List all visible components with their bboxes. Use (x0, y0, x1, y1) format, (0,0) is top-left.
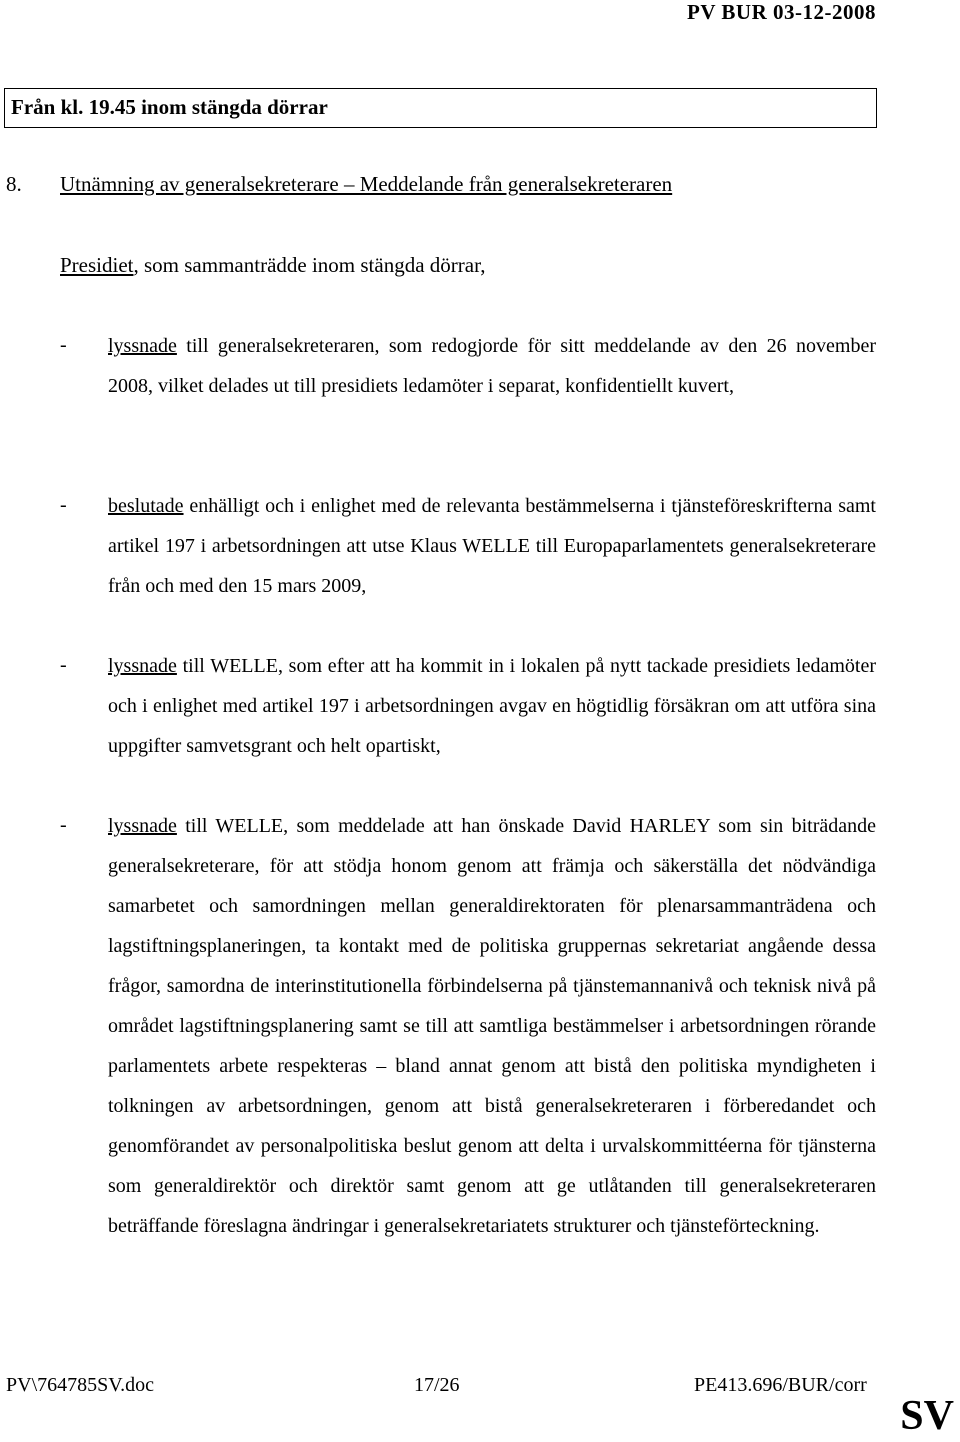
footer-filename: PV\764785SV.doc (6, 1374, 154, 1396)
list-dash: - (60, 654, 67, 676)
section-heading: Från kl. 19.45 inom stängda dörrar (11, 95, 328, 119)
document-reference: PV BUR 03-12-2008 (687, 0, 876, 24)
agenda-item-heading (0, 172, 960, 202)
decision-verb: lyssnade (108, 335, 177, 357)
decision-verb: beslutade (108, 495, 184, 517)
footer-reference: PE413.696/BUR/corr (694, 1374, 867, 1396)
intro-rest: , som sammanträdde inom stängda dörrar, (133, 253, 486, 277)
decision-body: till WELLE, som efter att ha kommit in i lokalen på nytt tackade presidiets ledamöter och i enlighet med artikel 197 i arbetsordningen avgav en högtidlig försäkran om att utföra sina uppgifter samvetsgrant och helt opartiskt, (108, 655, 876, 757)
footer-page-number: 17/26 (414, 1374, 460, 1396)
intro-sentence (60, 253, 486, 278)
decision-text (108, 326, 876, 406)
decision-body: enhälligt och i enlighet med de relevanta bestämmelserna i tjänsteföreskrifterna samt artikel 197 i arbetsordningen att utse Klaus WELLE till Europaparlamentets generalsekreterare från och med den 15 mars 2009, (108, 495, 876, 597)
list-dash: - (60, 334, 67, 356)
decision-body: till WELLE, som meddelade att han önskade David HARLEY som sin biträdande generalsekreterare, för att stödja honom genom att främja och säkerställa det nödvändiga samarbetet och samordningen mellan generaldirektoraten för plenarsammanträdena och lagstiftningsplaneringen, ta kontakt med de politiska gruppernas sekretariat angående dessa frågor, samordna de interinstitutionella förbindelserna på tjänstemannanivå och teknisk nivå på området lagstiftningsplanering samt se till att samtliga bestämmelser i arbetsordningen rörande parlamentets arbete respekteras – bland annat genom att bistå den politiska myndigheten i tolkningen av arbetsordningen, genom att bistå generalsekreteraren i förberedandet och genomförandet av personalpolitiska beslut genom att delta i urvalskommittéerna för tjänsterna som generaldirektör och direktör samt genom att ge utlåtanden till generalsekreteraren beträffande föreslagna ändringar i generalsekretariatets strukturer och tjänsteförteckning. (108, 815, 876, 1237)
list-dash: - (60, 494, 67, 516)
decision-body: till generalsekreteraren, som redogjorde för sitt meddelande av den 26 november 2008, vilket delades ut till presidiets ledamöter i separat, konfidentiellt kuvert, (108, 335, 876, 397)
decision-verb: lyssnade (108, 815, 177, 837)
decision-text (108, 486, 876, 606)
intro-subject: Presidiet (60, 253, 134, 277)
decision-text (108, 646, 876, 766)
list-dash: - (60, 814, 67, 836)
agenda-item-title: Utnämning av generalsekreterare – Meddelande från generalsekreteraren (60, 172, 673, 196)
decision-text (108, 806, 876, 1246)
section-heading-box (4, 88, 877, 128)
language-code: SV (900, 1393, 954, 1439)
page-footer (0, 1374, 960, 1404)
decision-verb: lyssnade (108, 655, 177, 677)
agenda-item-number: 8. (6, 172, 22, 196)
